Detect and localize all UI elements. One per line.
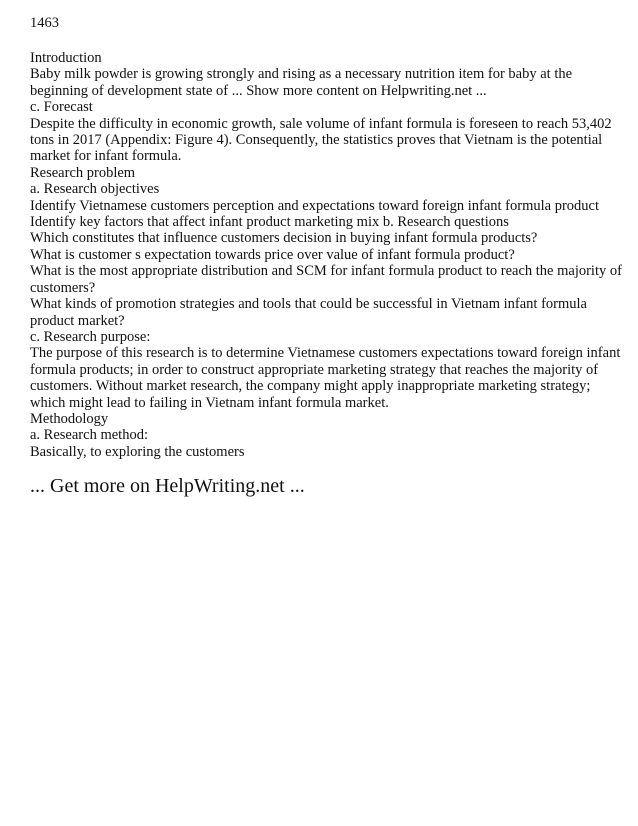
text-line: Basically, to exploring the customers bbox=[30, 443, 245, 460]
subheading-forecast: c. Forecast bbox=[30, 99, 93, 116]
document-page bbox=[30, 15, 622, 498]
text-line: What is the most appropriate distribution and SCM for infant formula product to reach the majority of bbox=[30, 263, 622, 280]
page-number: 1463 bbox=[30, 15, 59, 31]
section-heading-methodology: Methodology bbox=[30, 410, 109, 427]
document-body bbox=[30, 50, 622, 460]
text-line: Identify key factors that affect infant product marketing mix b. Research questions bbox=[30, 214, 509, 231]
text-line: product market? bbox=[30, 312, 125, 329]
text-line: Identify Vietnamese customers perception and expectations toward foreign infant formula product bbox=[30, 197, 600, 214]
text-line: Which constitutes that influence customers decision in buying infant formula products? bbox=[30, 230, 538, 247]
section-heading-introduction: Introduction bbox=[30, 50, 102, 66]
text-line: Despite the difficulty in economic growth, sale volume of infant formula is foreseen to reach 53,402 bbox=[30, 115, 612, 132]
text-line: formula products; in order to construct appropriate marketing strategy that reaches the majority of bbox=[30, 361, 599, 378]
section-heading-research-problem: Research problem bbox=[30, 164, 136, 181]
text-line-show-more: beginning of development state of ... Show more content on Helpwriting.net ... bbox=[30, 82, 487, 99]
get-more-link[interactable]: ... Get more on HelpWriting.net ... bbox=[30, 475, 305, 498]
text-line: tons in 2017 (Appendix: Figure 4). Consequently, the statistics proves that Vietnam is the potential bbox=[30, 132, 603, 149]
subheading-research-purpose: c. Research purpose: bbox=[30, 328, 151, 345]
subheading-research-method: a. Research method: bbox=[30, 427, 148, 444]
text-line: which might lead to failing in Vietnam infant formula market. bbox=[30, 394, 389, 411]
text-line: What kinds of promotion strategies and tools that could be successful in Vietnam infant formula bbox=[30, 296, 587, 313]
text-line: market for infant formula. bbox=[30, 148, 182, 165]
text-line: What is customer s expectation towards price over value of infant formula product? bbox=[30, 246, 515, 263]
text-line: customers? bbox=[30, 279, 96, 296]
subheading-research-objectives: a. Research objectives bbox=[30, 181, 160, 198]
text-line: The purpose of this research is to determine Vietnamese customers expectations toward foreign infant bbox=[30, 345, 621, 362]
text-line: Baby milk powder is growing strongly and rising as a necessary nutrition item for baby at the bbox=[30, 66, 573, 83]
text-line: customers. Without market research, the company might apply inappropriate marketing strategy; bbox=[30, 378, 591, 395]
